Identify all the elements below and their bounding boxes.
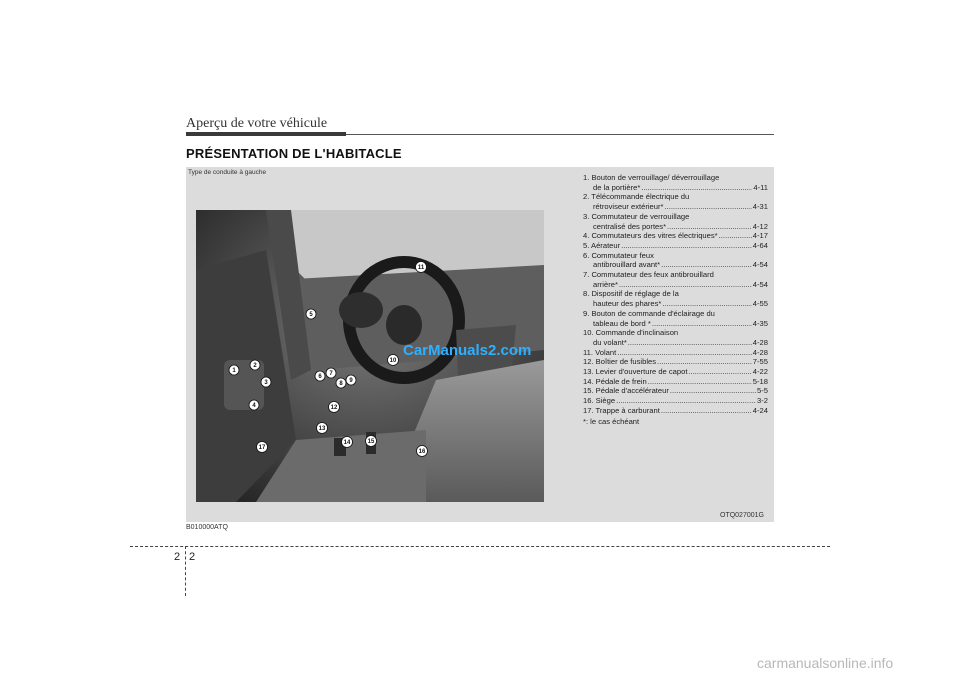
legend-item-4-page: 4-17 [752,231,768,241]
svg-text:14: 14 [343,440,351,446]
svg-text:12: 12 [330,405,338,411]
callout-13 [317,423,328,434]
svg-text:7: 7 [329,371,333,377]
svg-text:16: 16 [418,449,426,455]
legend-item-12-line-1: 12. Boîtier de fusibles [583,357,657,367]
legend-item-16-line-1: 16. Siège [583,396,616,406]
page-heading: PRÉSENTATION DE L'HABITACLE [186,146,402,161]
legend-item-1 [583,173,768,192]
callout-1 [229,365,239,375]
svg-text:11: 11 [417,265,425,271]
legend-item-8-line-1: 8. Dispositif de réglage de la [583,289,679,299]
legend-item-4-line-1: 4. Commutateurs des vitres électriques* [583,231,718,241]
svg-text:6: 6 [318,374,322,380]
svg-text:13: 13 [318,426,326,432]
svg-text:17: 17 [258,445,266,451]
legend-item-2-line-2: rétroviseur extérieur* [593,202,664,212]
legend-item-11 [583,348,768,358]
callout-2 [250,360,260,370]
legend-item-10-line-1: 10. Commande d'inclinaison [583,328,679,338]
svg-text:2: 2 [253,363,257,369]
legend-item-6 [583,251,768,270]
legend-item-3 [583,212,768,231]
svg-text:8: 8 [339,381,343,387]
callout-7 [326,368,336,378]
callout-15 [366,436,377,447]
legend-list [583,173,768,426]
legend-item-9-page: 4-35 [752,318,768,328]
callout-14 [342,437,353,448]
callout-3 [261,377,271,387]
callout-12 [329,402,340,413]
legend-item-6-line-2: antibrouillard avant* [593,260,661,270]
legend-item-2 [583,192,768,211]
section-header-title: Aperçu de votre véhicule [186,116,328,131]
legend-item-8-line-2: hauteur des phares* [593,299,662,309]
legend-item-15 [583,386,768,396]
svg-text:1: 1 [232,368,236,374]
legend-item-2-page: 4-31 [752,202,768,212]
callout-4 [249,400,259,410]
legend-item-1-line-2: de la portière* [593,182,641,192]
legend-item-7-line-2: arrière* [593,279,618,289]
callout-16 [417,446,428,457]
legend-item-9-line-1: 9. Bouton de commande d'éclairage du [583,308,715,318]
legend-item-17-page: 4-24 [752,405,768,415]
legend-item-9-line-2: tableau de bord * [593,318,651,328]
legend-item-11-page: 4-28 [752,347,768,357]
legend-item-5-line-1: 5. Aérateur [583,240,621,250]
legend-item-1-line-1: 1. Bouton de verrouillage/ déverrouillage [583,173,720,182]
legend-item-13-page: 4-22 [752,367,768,377]
legend-item-3-page: 4-12 [752,221,768,231]
callout-8 [336,378,346,388]
legend-item-6-page: 4-54 [752,260,768,270]
legend-item-11-line-1: 11. Volant [583,347,617,357]
legend-item-14-line-1: 14. Pédale de frein [583,376,647,386]
callout-17 [257,442,268,453]
figure-code-left: B010000ATQ [186,524,228,531]
footer-rule [130,546,830,547]
page-number-right: 2 [189,551,196,563]
site-watermark: carmanualsonline.info [757,655,894,671]
legend-item-15-page: 5-5 [757,386,768,396]
svg-text:4: 4 [252,403,256,409]
legend-item-12 [583,357,768,367]
svg-text:9: 9 [349,378,353,384]
callout-11 [416,262,427,273]
figure-subtitle: Type de conduite à gauche [188,169,267,176]
legend-item-16-page: 3-2 [757,396,768,406]
legend-item-7 [583,270,768,289]
svg-text:15: 15 [367,439,375,445]
header-rule [346,134,774,135]
figure-code-right: OTQ027001G [720,512,764,519]
callout-10 [388,355,399,366]
legend-item-17-line-1: 17. Trappe à carburant [583,405,660,415]
legend-item-10-page: 4-28 [752,337,768,347]
legend-item-14 [583,377,768,387]
legend-item-4 [583,231,768,241]
callout-5 [306,309,316,319]
legend-item-13 [583,367,768,377]
svg-text:3: 3 [264,380,268,386]
legend-item-3-line-1: 3. Commutateur de verrouillage [583,211,690,221]
svg-text:10: 10 [389,358,397,364]
legend-item-12-page: 7-55 [752,357,768,367]
legend-item-17 [583,406,768,416]
legend-item-7-line-1: 7. Commutateur des feux antibrouillard [583,270,714,280]
legend-item-10 [583,328,768,347]
callout-6 [315,371,325,381]
legend-item-1-page: 4-11 [753,182,768,192]
legend-item-7-page: 4-54 [752,279,768,289]
legend-item-14-page: 5-18 [752,376,768,386]
header-bar [186,132,346,136]
legend-item-2-line-1: 2. Télécommande électrique du [583,192,690,202]
legend-item-8-page: 4-55 [752,299,768,309]
callout-9 [346,375,356,385]
footer-vertical-rule [185,546,186,596]
legend-item-15-line-1: 15. Pédale d'accélérateur [583,386,669,396]
svg-text:5: 5 [309,312,313,318]
watermark-text: CarManuals2.com [403,342,532,359]
legend-item-16 [583,396,768,406]
legend-item-3-line-2: centralisé des portes* [593,221,667,231]
legend-note: *: le cas échéant [583,416,640,426]
legend-item-5 [583,241,768,251]
legend-item-8 [583,289,768,308]
legend-item-6-line-1: 6. Commutateur feux [583,250,654,260]
page-number-left: 2 [174,551,181,563]
legend-item-13-line-1: 13. Levier d'ouverture de capot [583,367,688,377]
legend-item-9 [583,309,768,328]
legend-item-10-line-2: du volant* [593,337,627,347]
legend-item-5-page: 4-64 [752,240,768,250]
